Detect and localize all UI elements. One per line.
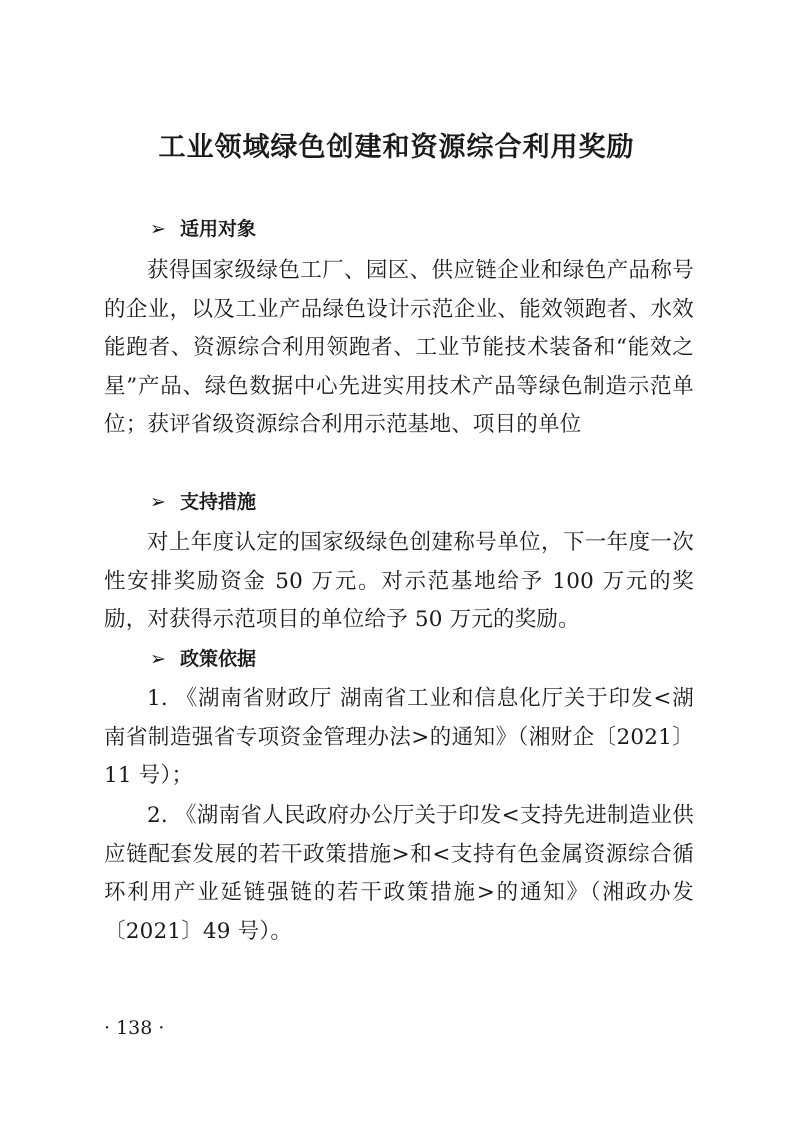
section-heading-label: 政策依据 bbox=[180, 648, 257, 670]
arrow-bullet-icon: ➢ bbox=[150, 218, 166, 240]
section-heading-label: 适用对象 bbox=[180, 218, 257, 240]
page-number: · 138 · bbox=[104, 1017, 165, 1039]
section-heading-support-measures bbox=[150, 487, 256, 517]
policy-reference-item: 1. 《湖南省财政厅 湖南省工业和信息化厅关于印发<湖南省制造强省专项资金管理办法>的通知》（湘财企〔2021〕11 号）； bbox=[104, 686, 694, 788]
policy-reference-item: 2. 《湖南省人民政府办公厅关于印发<支持先进制造业供应链配套发展的若干政策措施>和<支持有色金属资源综合循环利用产业延链强链的若干政策措施>的通知》（湘政办发〔2021〕49 号）。 bbox=[104, 803, 694, 944]
section-paragraph: 获得国家级绿色工厂、园区、供应链企业和绿色产品称号的企业，以及工业产品绿色设计示范企业、能效领跑者、水效能跑者、资源综合利用领跑者、工业节能技术装备和“能效之星”产品、绿色数据中心先进实用技术产品等绿色制造示范单位；获评省级资源综合利用示范基地、项目的单位 bbox=[104, 258, 694, 437]
section-heading-policy-basis bbox=[150, 644, 256, 674]
section-heading-applicable-objects bbox=[150, 214, 256, 244]
arrow-bullet-icon: ➢ bbox=[150, 648, 166, 670]
section-heading-label: 支持措施 bbox=[180, 491, 257, 513]
page-title: 工业领域绿色创建和资源综合利用奖励 bbox=[158, 132, 635, 163]
arrow-bullet-icon: ➢ bbox=[150, 491, 166, 513]
section-paragraph: 对上年度认定的国家级绿色创建称号单位，下一年度一次性安排奖励资金 50 万元。对示范基地给予 100 万元的奖励，对获得示范项目的单位给予 50 万元的奖励。 bbox=[104, 530, 694, 632]
